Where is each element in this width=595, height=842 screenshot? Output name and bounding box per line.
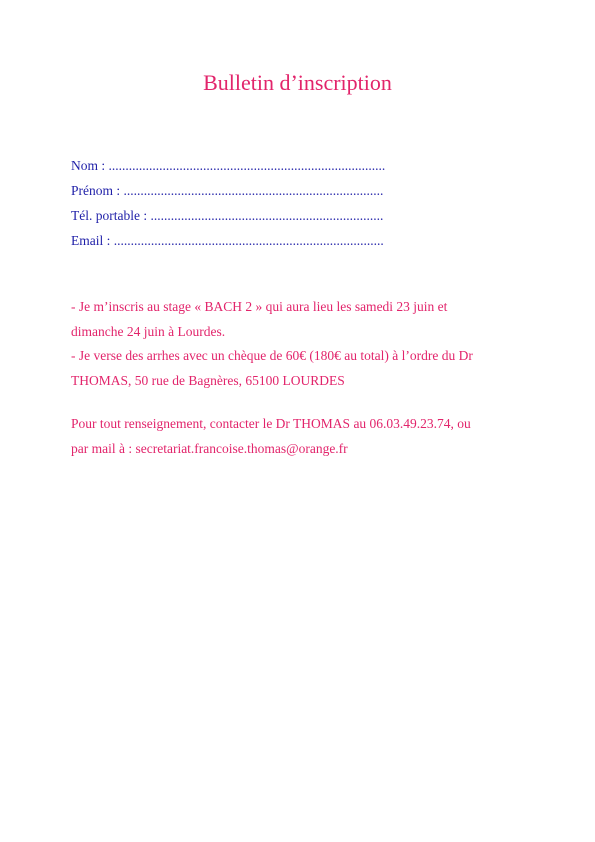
registration-line-2: dimanche 24 juin à Lourdes. <box>71 324 226 339</box>
field-nom: Nom : .................................................................................. <box>71 158 386 173</box>
page-title: Bulletin d’inscription <box>203 70 392 95</box>
contact-paragraph <box>71 411 541 461</box>
contact-line-2: par mail à : secretariat.francoise.thomas@orange.fr <box>71 441 348 456</box>
payment-line-2: THOMAS, 50 rue de Bagnères, 65100 LOURDES <box>71 373 345 388</box>
registration-form-fields <box>71 153 531 253</box>
payment-paragraph <box>71 343 541 393</box>
field-tel-portable: Tél. portable : ..................................................................... <box>71 208 384 223</box>
field-email: Email : ................................................................................ <box>71 233 384 248</box>
registration-paragraph <box>71 294 541 344</box>
registration-line-1: - Je m’inscris au stage « BACH 2 » qui aura lieu les samedi 23 juin et <box>71 299 448 314</box>
contact-line-1: Pour tout renseignement, contacter le Dr THOMAS au 06.03.49.23.74, ou <box>71 416 471 431</box>
field-prenom: Prénom : ............................................................................. <box>71 183 384 198</box>
payment-line-1: - Je verse des arrhes avec un chèque de 60€ (180€ au total) à l’ordre du Dr <box>71 348 473 363</box>
